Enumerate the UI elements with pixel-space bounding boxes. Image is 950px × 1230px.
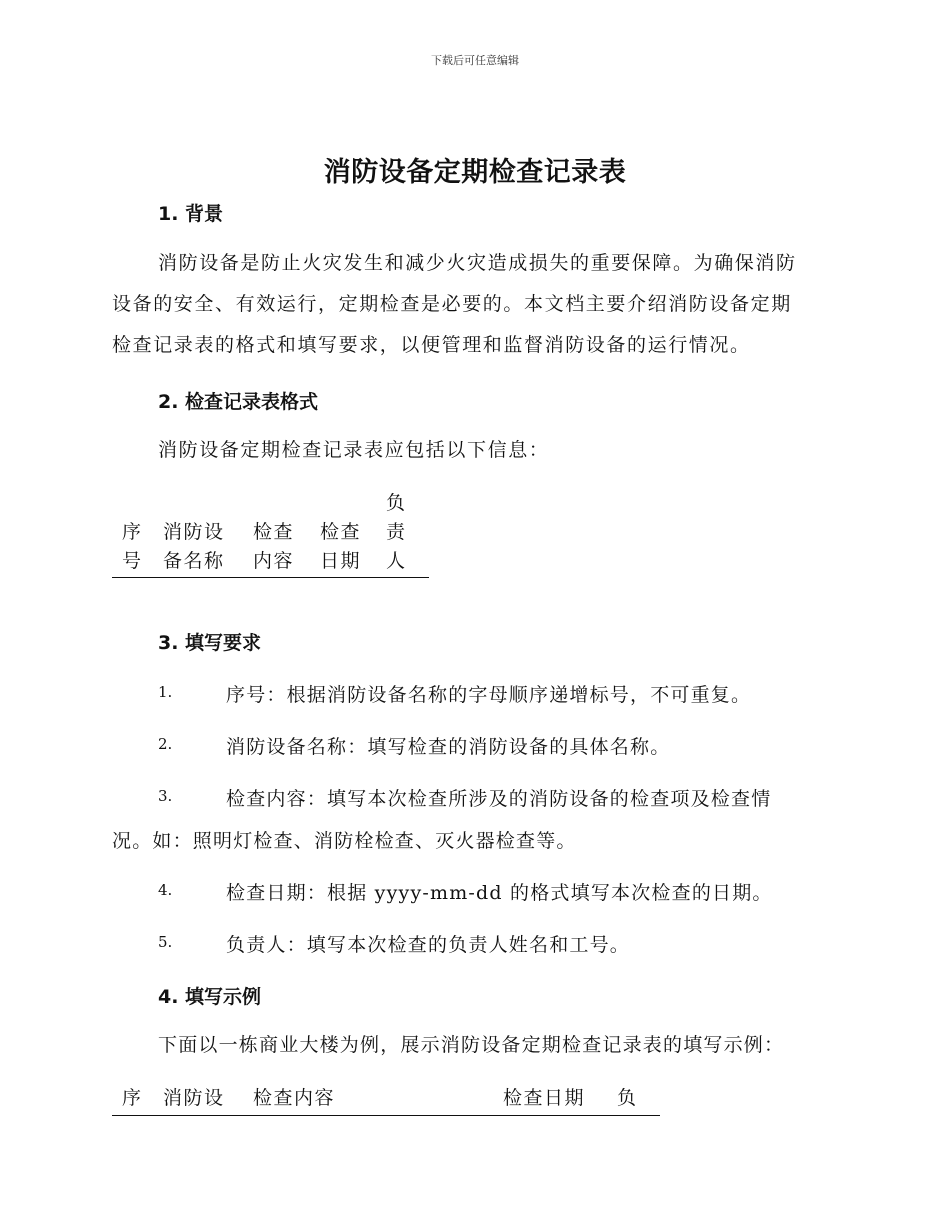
- list-number: 2.: [158, 735, 173, 753]
- table-rule: [112, 1115, 660, 1116]
- table-header-cell: 序: [122, 1087, 143, 1109]
- section-3-heading: 3. 填写要求: [158, 632, 262, 654]
- list-number: 4.: [158, 881, 173, 899]
- paragraph-line: 消防设备是防止火灾发生和减少火灾造成损失的重要保障。为确保消防: [158, 252, 797, 274]
- list-number: 1.: [158, 683, 173, 701]
- header-note: 下载后可任意编辑: [431, 54, 519, 67]
- section-4-intro: 下面以一栋商业大楼为例，展示消防设备定期检查记录表的填写示例：: [158, 1034, 785, 1056]
- table-header-cell: 消防设: [163, 1087, 225, 1109]
- paragraph-line: 设备的安全、有效运行，定期检查是必要的。本文档主要介绍消防设备定期: [112, 293, 792, 315]
- list-number: 3.: [158, 787, 173, 805]
- section-1-heading: 1. 背景: [158, 203, 224, 225]
- paragraph-line: 检查记录表的格式和填写要求，以便管理和监督消防设备的运行情况。: [112, 334, 751, 356]
- document-title: 消防设备定期检查记录表: [323, 157, 627, 188]
- table-header-cell: 序 号: [122, 521, 143, 572]
- list-text: 序号：根据消防设备名称的字母顺序递增标号，不可重复。: [226, 684, 752, 706]
- list-text-continued: 况。如：照明灯检查、消防栓检查、灭火器检查等。: [112, 830, 577, 852]
- table-header-cell: 负: [617, 1087, 638, 1109]
- list-text: 消防设备名称：填写检查的消防设备的具体名称。: [226, 736, 671, 758]
- table-header-cell: 负 责 人: [386, 492, 407, 572]
- table-header-cell: 检查 日期: [320, 521, 362, 572]
- section-2-intro: 消防设备定期检查记录表应包括以下信息：: [158, 439, 550, 461]
- table-header-cell: 检查 内容: [253, 521, 295, 572]
- section-2-heading: 2. 检查记录表格式: [158, 391, 319, 413]
- list-text: 检查内容：填写本次检查所涉及的消防设备的检查项及检查情: [226, 788, 772, 810]
- section-4-heading: 4. 填写示例: [158, 986, 262, 1008]
- list-text: 负责人：填写本次检查的负责人姓名和工号。: [226, 934, 631, 956]
- table-header-cell: 消防设 备名称: [163, 521, 225, 572]
- list-text: 检查日期：根据 yyyy-mm-dd 的格式填写本次检查的日期。: [226, 882, 773, 904]
- table-rule: [112, 577, 429, 578]
- table-header-cell: 检查内容: [253, 1087, 336, 1109]
- list-number: 5.: [158, 933, 173, 951]
- section-1-paragraph: [112, 243, 842, 366]
- table-header-cell: 检查日期: [503, 1087, 586, 1109]
